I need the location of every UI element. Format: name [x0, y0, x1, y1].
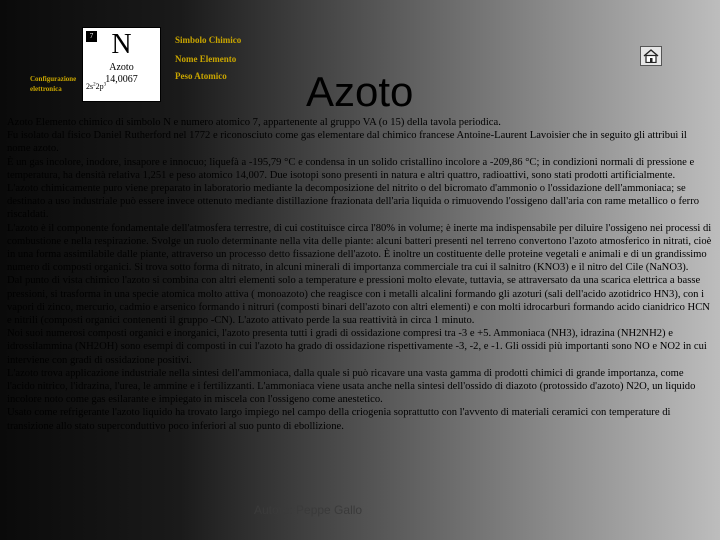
- element-card: [82, 27, 161, 102]
- atomic-number: 7: [86, 31, 97, 42]
- config-p-exponent: 3: [103, 82, 107, 88]
- paragraph: È un gas incolore, inodore, insapore e innocuo; liquefà a -195,79 °C e condensa in un solido cristallino incolore a -209,86 °C; in condizioni normali di pressione e temperatura, ha densità relativa 1,251 e peso atomico 14,007. Due isotopi sono presenti in natura e altri quattro, radioattivi, sono stati prodotti artificialmente.: [7, 156, 695, 181]
- legend-name: Nome Elemento: [175, 54, 237, 64]
- legend-symbol: Simbolo Chimico: [175, 35, 242, 45]
- paragraph: Fu isolato dal fisico Daniel Rutherford nel 1772 e riconosciuto come gas elementare dal chimico francese Antoine-Laurent Lavoisier che in seguito gli attribuì il nome azoto.: [7, 130, 687, 155]
- element-name: Azoto: [109, 62, 134, 73]
- paragraph: L'azoto trova applicazione industriale nella sintesi dell'ammoniaca, dalla quale si può ricavare una vasta gamma di prodotti chimici di grande importanza, come l'acido nitrico, l'idrazina, l'urea, le ammine e i fertilizzanti. L'ammoniaca viene usata anche nella sintesi dell'ossido di diazoto (protossido d'azoto) N2O, un liquido incolore noto come gas esilarante e impiegato in miscela con l'ossigeno come anestetico.: [7, 367, 696, 406]
- paragraph: Dal punto di vista chimico l'azoto si combina con altri elementi solo a temperature e pressioni molto elevate, tuttavia, se attraversato da una scarica elettrica a basse pressioni, si trasforma in una specie atomica molto attiva ( monoazoto) che reagisce con i metalli alcalini formando gli azoturi (sali dell'acido azotidrico HN3), con i vapori di zinco, mercurio, cadmio e arsenico formando i nitruri (composti binari dell'azoto con altri elementi) e con molti idrocarburi formando acido cianidrico HCN e nitrili (composti organici contenenti il gruppo -CN). L'azoto attivato perde la sua reattività in circa 1 minuto.: [7, 275, 710, 327]
- paragraph: L'azoto è il componente fondamentale dell'atmosfera terrestre, di cui costituisce circa l'80% in volume; è inerte ma indispensabile per diluire l'ossigeno nei processi di combustione e nella respirazione. Svolge un ruolo determinante nella vita delle piante: alcuni batteri presenti nel terreno convertono l'azoto atmosferico in nitrati, cioè in una forma assimilabile dalle piante, attraverso un processo detto fissazione dell'azoto. È inoltre un costituente delle proteine vegetali e animali e di un grandissimo numero di composti organici. Si trova sotto forma di nitrato, in alcuni minerali di importanza commerciale tra cui il salnitro (KNO3) e il nitro del Cile (NaNO3).: [7, 222, 712, 274]
- element-symbol: N: [111, 29, 132, 60]
- config-p: 2p: [95, 82, 104, 91]
- config-s: 2s: [86, 82, 94, 91]
- legend-configuration: Configurazione elettronica: [30, 75, 77, 93]
- paragraph: Noi suoi numerosi composti organici e inorganici, l'azoto presenta tutti i gradi di ossidazione compresi tra -3 e +5. Ammoniaca (NH3), idrazina (NH2NH2) e idrossilammina (NH2OH) sono esempi di composti in cui l'azoto ha grado di ossidazione rispettivamente -3, -2, e -1. Gli ossidi più importanti sono NO e NO2 in cui interviene con gradi di ossidazione positivi.: [7, 328, 707, 366]
- legend-weight: Peso Atomico: [175, 71, 227, 81]
- electron-configuration: [86, 82, 106, 91]
- paragraph: L'azoto chimicamente puro viene preparato in laboratorio mediante la decomposizione del nitrito o del bicromato d'ammonio o l'ossidazione dell'ammoniaca; se destinato a uso industriale può essere invece ottenuto mediante distillazione frazionata dell'aria liquida o rimuovendo l'ossigeno dall'aria con rame metallico o ferro riscaldati.: [7, 183, 700, 221]
- page-title: Azoto: [306, 68, 414, 115]
- home-icon: [643, 49, 659, 63]
- author-credit: Autore: Peppe Gallo: [254, 503, 363, 517]
- atomic-weight: 14,0067: [105, 74, 138, 85]
- config-s-exponent: 2: [93, 82, 96, 88]
- paragraph: Azoto Elemento chimico di simbolo N e numero atomico 7, appartenente al gruppo VA (o 15) della tavola periodica.: [7, 117, 501, 128]
- paragraph: Usato come refrigerante l'azoto liquido ha trovato largo impiego nel campo della criogenia soprattutto con l'avvento di materiali ceramici con temperature di transizione allo stato superconduttivo poco inferiori al suo punto di ebollizione.: [7, 407, 671, 432]
- article-body: [7, 116, 712, 433]
- home-button[interactable]: [640, 46, 662, 66]
